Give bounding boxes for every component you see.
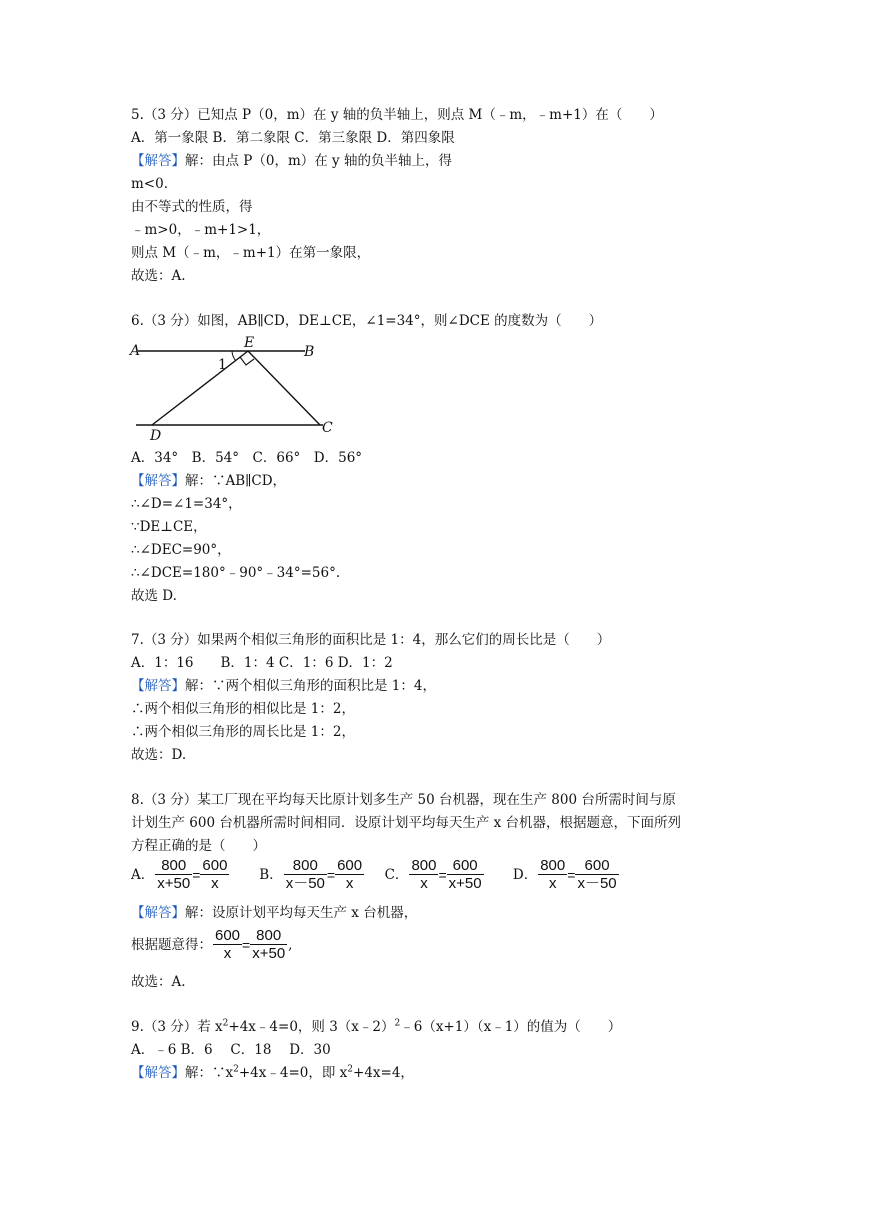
q8-stem-line: 方程正确的是（ ） (131, 838, 266, 854)
label-b: B (304, 344, 315, 360)
q6-stem: 6.（3 分）如图，AB∥CD，DE⊥CE，∠1=34°，则∠DCE 的度数为（ ） (131, 313, 603, 329)
q9-options: A．﹣6 B．6 C．18 D．30 (131, 1042, 331, 1058)
answer-tag: 【解答】 (131, 1065, 185, 1081)
q8-option-a: A． $\frac{800}{x+50}$ = $\frac{600}{x}$ (131, 857, 228, 892)
q8-final: 故选：A. (131, 974, 186, 990)
label-d: D (150, 428, 162, 444)
angle-1-arc (232, 351, 236, 361)
q7-answer-line: ∴两个相似三角形的相似比是 1：2， (131, 701, 355, 717)
answer-tag: 【解答】 (131, 473, 185, 489)
right-angle-mark (240, 357, 254, 365)
q5-answer-line: 由不等式的性质，得 (131, 199, 253, 215)
q8-stem-line: 8.（3 分）某工厂现在平均每天比原计划多生产 50 台机器，现在生产 800 台所需时间与原 (131, 792, 676, 808)
equation-left-fraction: $\frac{600}{x}$ (215, 927, 241, 962)
label-angle-1: 1 (218, 357, 227, 373)
q6-options: A．34° B．54° C．66° D．56° (131, 450, 363, 466)
q9-stem: 9.（3 分）若 $x^2+4x﹣4=0$，则 3（x﹣2）$^2$﹣6（x+1）（x﹣1）的值为（ ） (131, 1018, 622, 1035)
q5-stem: 5.（3 分）已知点 P（0，m）在 y 轴的负半轴上，则点 M（﹣m，﹣m+1）在（ ） (131, 107, 663, 123)
segment-de (152, 351, 248, 425)
q9-answer-line: 【解答】解：$\because x^2+4x﹣4=0$，即 $x^2+4x=4$， (131, 1064, 414, 1081)
q6-answer-line: ∴∠DCE=180°﹣90°﹣34°=56°. (131, 565, 341, 581)
q7-options: A．1：16 B．1：4 C．1：6 D．1：2 (131, 655, 393, 671)
answer-tag: 【解答】 (131, 153, 185, 169)
q6-answer-line: ∴∠DEC=90°， (131, 542, 231, 558)
q7-answer-line: 故选：D. (131, 747, 187, 763)
q8-stem-line: 计划生产 600 台机器所需时间相同．设原计划平均每天生产 x 台机器，根据题意，下面所列 (131, 815, 682, 831)
answer-tag: 【解答】 (131, 905, 185, 921)
q5-answer-line: 故选：A. (131, 268, 186, 284)
label-c: C (322, 420, 333, 436)
q8-option-d: D． $\frac{800}{x}$ = $\frac{600}{x-50}$ (512, 857, 617, 892)
equation-right-fraction: $\frac{800}{x+50}$ (252, 927, 286, 962)
label-e: E (244, 335, 255, 351)
q5-options: A．第一象限 B．第二象限 C．第三象限 D．第四象限 (131, 130, 455, 146)
q5-answer-line: 【解答】解：由点 P（0，m）在 y 轴的负半轴上，得 (131, 153, 452, 169)
q6-answer-line: ∵DE⊥CE， (131, 519, 207, 535)
q8-options-row (131, 858, 620, 892)
q6-answer-line: ∴∠D=∠1=34°， (131, 496, 242, 512)
q7-answer-line: ∴两个相似三角形的周长比是 1：2， (131, 724, 355, 740)
q8-answer-line: 【解答】解：设原计划平均每天生产 x 台机器， (131, 905, 418, 921)
q8-option-b: B． $\frac{800}{x-50}$ = $\frac{600}{x}$ (259, 857, 363, 892)
q7-stem: 7.（3 分）如果两个相似三角形的面积比是 1：4，那么它们的周长比是（ ） (131, 632, 611, 648)
q6-answer-line: 故选 D. (131, 588, 177, 604)
q6-geometry-figure (128, 334, 343, 444)
segment-ec (248, 351, 320, 425)
q6-answer-line: 【解答】解：∵AB∥CD， (131, 473, 287, 489)
q5-answer-line: ﹣m>0，﹣m+1>1， (131, 222, 271, 238)
q5-answer-line: m<0. (131, 176, 168, 192)
answer-tag: 【解答】 (131, 678, 185, 694)
q7-answer-line: 【解答】解：∵两个相似三角形的面积比是 1：4， (131, 678, 436, 694)
q8-equation-line: 根据题意得： $\frac{600}{x}$ = $\frac{800}{x+50}$ , (131, 927, 293, 962)
label-a: A (130, 343, 141, 359)
q5-answer-line: 则点 M（﹣m，﹣m+1）在第一象限， (131, 245, 371, 261)
q8-option-c: C． $\frac{800}{x}$ = $\frac{600}{x+50}$ (384, 857, 482, 892)
